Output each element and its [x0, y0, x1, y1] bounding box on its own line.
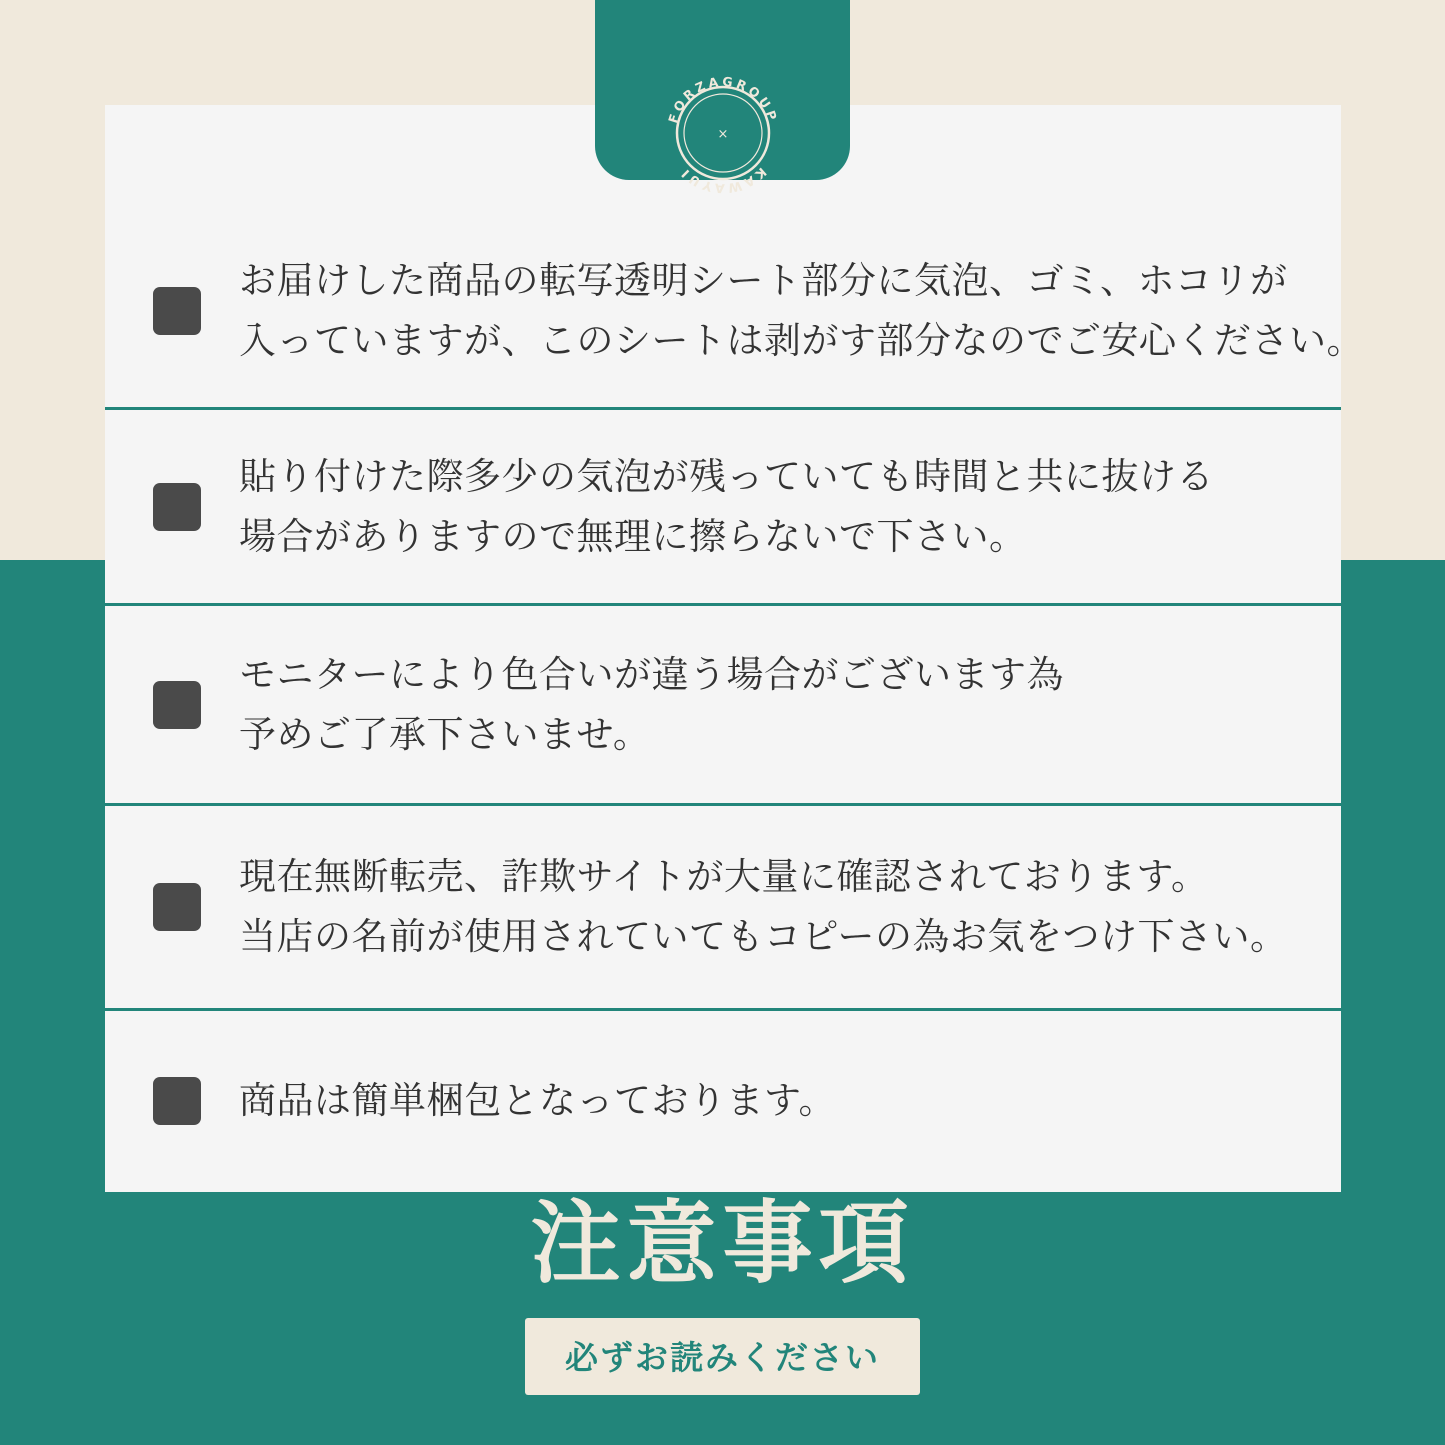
notice-line: モニターにより色合いが違う場合がございます為 [239, 652, 1064, 696]
notice-line: 場合がありますので無理に擦らないで下さい。 [239, 514, 1027, 558]
svg-text:FORZAGROUP: FORZAGROUP [664, 73, 781, 125]
footer [0, 1192, 1445, 1395]
square-bullet-icon [153, 1077, 201, 1125]
notice-line: 現在無断転売、詐欺サイトが大量に確認されております。 [239, 855, 1209, 899]
notice-text [239, 251, 1364, 371]
list-item [105, 410, 1341, 606]
notice-line: お届けした商品の転写透明シート部分に気泡、ゴミ、ホコリが [239, 259, 1288, 303]
read-notice-badge: 必ずお読みください [525, 1318, 920, 1395]
notice-line: 当店の名前が使用されていてもコピーの為お気をつけ下さい。 [239, 915, 1288, 958]
list-item [105, 215, 1364, 410]
notice-text [239, 1071, 836, 1131]
notice-text [239, 645, 1064, 765]
svg-text:×: × [717, 127, 728, 142]
square-bullet-icon [153, 883, 201, 931]
list-item [105, 1011, 1341, 1191]
notice-panel [105, 105, 1364, 1192]
notice-line: 入っていますが、このシートは剥がす部分なのでご安心ください。 [239, 319, 1364, 362]
list-item [105, 806, 1341, 1011]
page-title: 注意事項 [530, 1191, 915, 1296]
notice-line: 商品は簡単梱包となっております。 [239, 1079, 837, 1123]
square-bullet-icon [153, 483, 201, 531]
logo-badge [595, 0, 850, 197]
brand-logo-icon [648, 58, 798, 208]
svg-text:KAWAYUI: KAWAYUI [675, 164, 770, 197]
notice-text [239, 447, 1214, 567]
list-item [105, 606, 1341, 806]
notice-line: 貼り付けた際多少の気泡が残っていても時間と共に抜ける [239, 454, 1214, 498]
square-bullet-icon [153, 287, 201, 335]
notice-text [239, 847, 1288, 967]
notice-line: 予めご了承下さいませ。 [239, 712, 651, 756]
square-bullet-icon [153, 681, 201, 729]
notice-list [105, 215, 1364, 1191]
